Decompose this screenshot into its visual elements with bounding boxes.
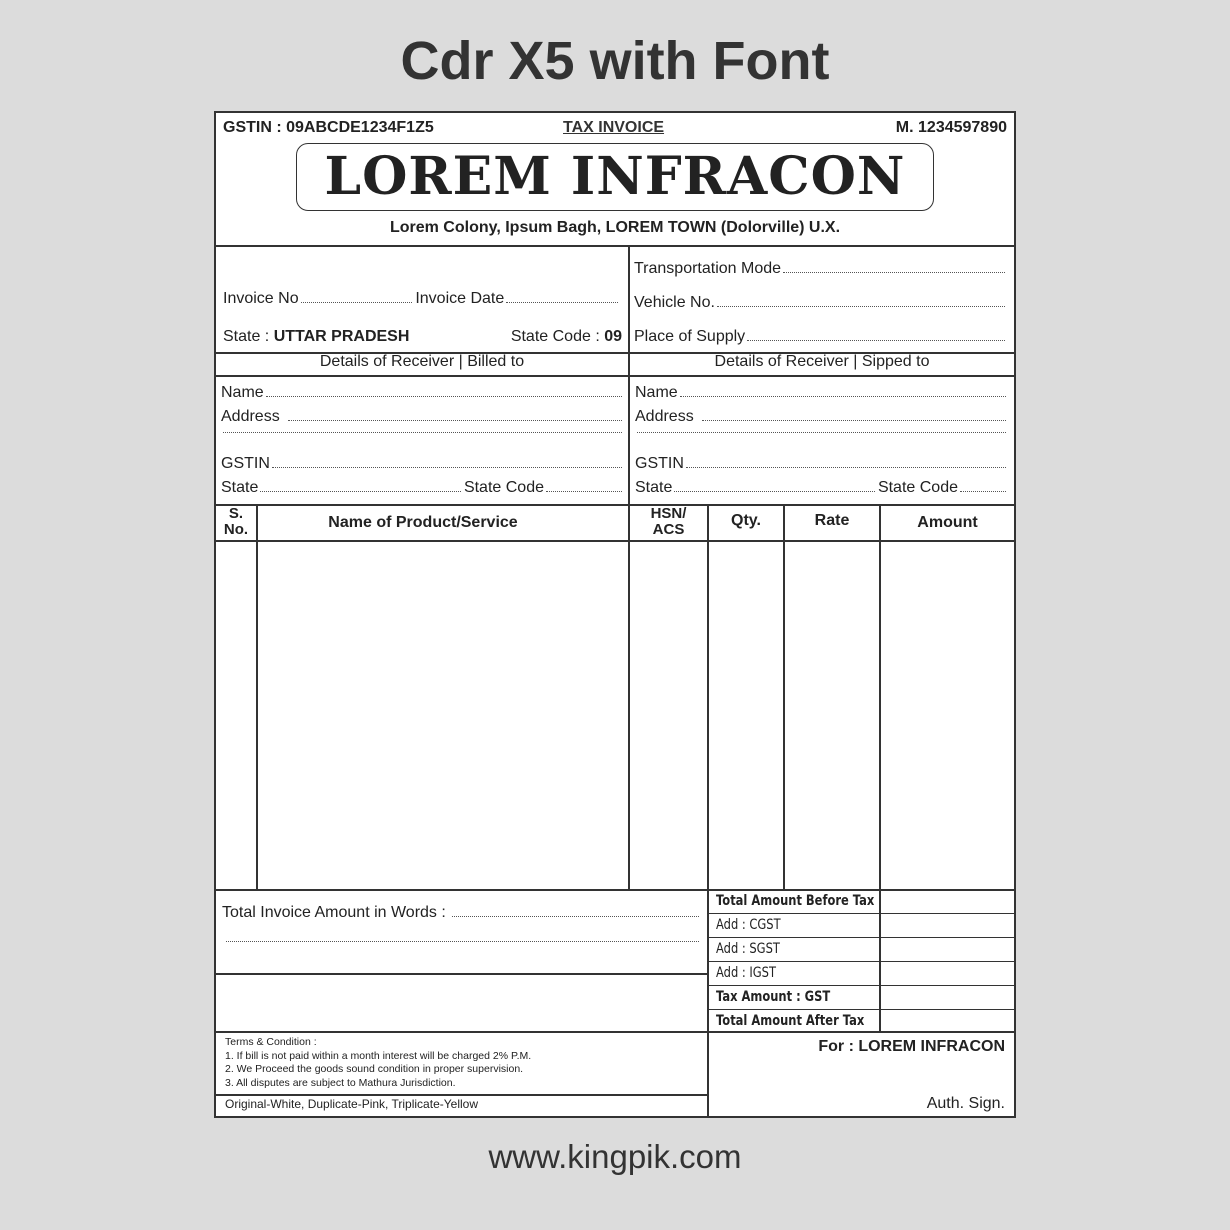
- shipped-address-line-2[interactable]: [635, 432, 1009, 450]
- transportation-mode-field[interactable]: [634, 260, 1008, 278]
- billed-address-line-2[interactable]: [221, 432, 625, 450]
- invoice-no-field[interactable]: [223, 290, 621, 308]
- place-of-supply-field[interactable]: [634, 328, 1008, 346]
- col-qty-header: Qty.: [731, 512, 761, 529]
- tax-invoice-form: [214, 111, 1016, 1118]
- divider: [628, 375, 630, 504]
- cgst-value[interactable]: [881, 914, 1014, 937]
- billed-state-field[interactable]: [221, 479, 625, 497]
- terms-item: 1. If bill is not paid within a month interest will be charged 2% P.M.: [225, 1049, 532, 1062]
- igst-value[interactable]: [881, 962, 1014, 985]
- col-rate-header: Rate: [814, 512, 850, 529]
- state-field: [223, 328, 409, 346]
- col-product-header: Name of Product/Service: [328, 514, 518, 531]
- cgst-label: Add : CGST: [716, 917, 781, 933]
- shipped-state-field[interactable]: [635, 479, 1009, 497]
- company-name-box: [296, 143, 934, 211]
- divider: [216, 1031, 1014, 1033]
- col-hsn-line2: ACS: [652, 521, 685, 538]
- col-sno-line1: S.: [228, 505, 244, 522]
- footer-website: www.kingpik.com: [488, 1138, 742, 1175]
- billed-gstin-label: GSTIN: [221, 455, 270, 472]
- terms-and-conditions: [225, 1036, 531, 1090]
- table-body-area[interactable]: [258, 542, 627, 888]
- vehicle-no-label: Vehicle No.: [634, 294, 715, 311]
- shipped-gstin-label: GSTIN: [635, 455, 684, 472]
- col-hsn-line1: HSN/: [650, 505, 687, 522]
- billed-address-label: Address: [221, 408, 280, 425]
- billed-name-field[interactable]: [221, 384, 625, 402]
- total-before-tax-label: Total Amount Before Tax: [716, 893, 875, 909]
- divider: [216, 973, 707, 975]
- divider: [216, 1094, 707, 1096]
- billed-address-field[interactable]: [221, 408, 625, 426]
- state-label: State :: [223, 328, 274, 345]
- company-address: Lorem Colony, Ipsum Bagh, LOREM TOWN (Dolorville) U.X.: [389, 219, 841, 236]
- invoice-date-label: Invoice Date: [415, 290, 505, 307]
- gstin-number: GSTIN : 09ABCDE1234F1Z5: [223, 119, 434, 136]
- state-value: UTTAR PRADESH: [273, 328, 410, 345]
- amount-in-words-field[interactable]: [222, 904, 702, 922]
- dotted-fill: [260, 491, 461, 492]
- page-heading: Cdr X5 with Font: [400, 31, 830, 91]
- document-type-label: TAX INVOICE: [563, 119, 665, 136]
- dotted-fill: [452, 916, 699, 917]
- dotted-fill: [747, 340, 1005, 341]
- dotted-fill: [680, 396, 1006, 397]
- state-code-value: 09: [604, 328, 622, 345]
- invoice-no-label: Invoice No: [223, 290, 299, 307]
- shipped-name-field[interactable]: [635, 384, 1009, 402]
- divider: [216, 245, 1014, 247]
- billed-name-label: Name: [221, 384, 264, 401]
- total-after-tax-label: Total Amount After Tax: [716, 1013, 865, 1029]
- shipped-address-label: Address: [635, 408, 694, 425]
- mobile-number: M. 1234597890: [895, 119, 1007, 136]
- dotted-fill: [226, 941, 699, 942]
- col-hsn-header: [630, 506, 707, 538]
- amount-in-words-label: Total Invoice Amount in Words :: [222, 904, 446, 921]
- dotted-fill: [272, 467, 622, 468]
- table-column-line: [783, 504, 785, 889]
- shipped-to-title: Details of Receiver | Sipped to: [714, 353, 930, 370]
- shipped-state-code-label: State Code: [877, 479, 958, 496]
- signature-for-label: For : LOREM INFRACON: [818, 1038, 1005, 1055]
- state-code-label: State Code :: [510, 328, 605, 345]
- dotted-fill: [288, 420, 622, 421]
- billed-state-code-label: State Code: [463, 479, 544, 496]
- terms-item: 3. All disputes are subject to Mathura Jurisdiction.: [225, 1076, 456, 1089]
- total-before-tax-value[interactable]: [881, 891, 1014, 913]
- sgst-value[interactable]: [881, 938, 1014, 961]
- billed-state-label: State: [221, 479, 259, 496]
- tax-amount-gst-value[interactable]: [881, 986, 1014, 1009]
- dotted-fill: [637, 432, 1006, 433]
- shipped-address-field[interactable]: [635, 408, 1009, 426]
- divider: [216, 375, 1014, 377]
- dotted-fill: [674, 491, 875, 492]
- place-of-supply-label: Place of Supply: [634, 328, 746, 345]
- state-code-field: [511, 328, 622, 346]
- shipped-gstin-field[interactable]: [635, 455, 1009, 473]
- billed-gstin-field[interactable]: [221, 455, 625, 473]
- sgst-label: Add : SGST: [716, 941, 780, 957]
- terms-item: 2. We Proceed the goods sound condition in proper supervision.: [225, 1063, 524, 1075]
- transportation-mode-label: Transportation Mode: [634, 260, 782, 277]
- dotted-fill: [301, 302, 413, 303]
- dotted-fill: [686, 467, 1006, 468]
- divider: [216, 504, 1014, 506]
- col-amount-header: Amount: [917, 514, 978, 531]
- dotted-fill: [546, 491, 622, 492]
- dotted-fill: [506, 302, 618, 303]
- table-column-line: [628, 504, 630, 889]
- terms-title: Terms & Condition :: [225, 1036, 317, 1048]
- dotted-fill: [960, 491, 1006, 492]
- dotted-fill: [266, 396, 622, 397]
- shipped-name-label: Name: [635, 384, 678, 401]
- col-sno-header: [216, 506, 256, 538]
- igst-label: Add : IGST: [716, 965, 776, 981]
- shipped-state-label: State: [635, 479, 673, 496]
- dotted-fill: [717, 306, 1005, 307]
- table-column-line: [707, 504, 709, 1116]
- amount-in-words-line-2[interactable]: [224, 941, 702, 959]
- billed-to-title: Details of Receiver | Billed to: [319, 353, 525, 370]
- dotted-fill: [702, 420, 1006, 421]
- vehicle-no-field[interactable]: [634, 294, 1008, 312]
- col-sno-line2: No.: [223, 521, 249, 538]
- dotted-fill: [783, 272, 1005, 273]
- dotted-fill: [223, 432, 622, 433]
- copy-colors-note: Original-White, Duplicate-Pink, Triplicate-Yellow: [225, 1097, 478, 1111]
- company-name: LOREM INFRACON: [324, 146, 906, 207]
- authorised-signature-label: Auth. Sign.: [926, 1095, 1005, 1112]
- tax-amount-gst-label: Tax Amount : GST: [716, 989, 831, 1005]
- total-after-tax-value[interactable]: [881, 1010, 1014, 1031]
